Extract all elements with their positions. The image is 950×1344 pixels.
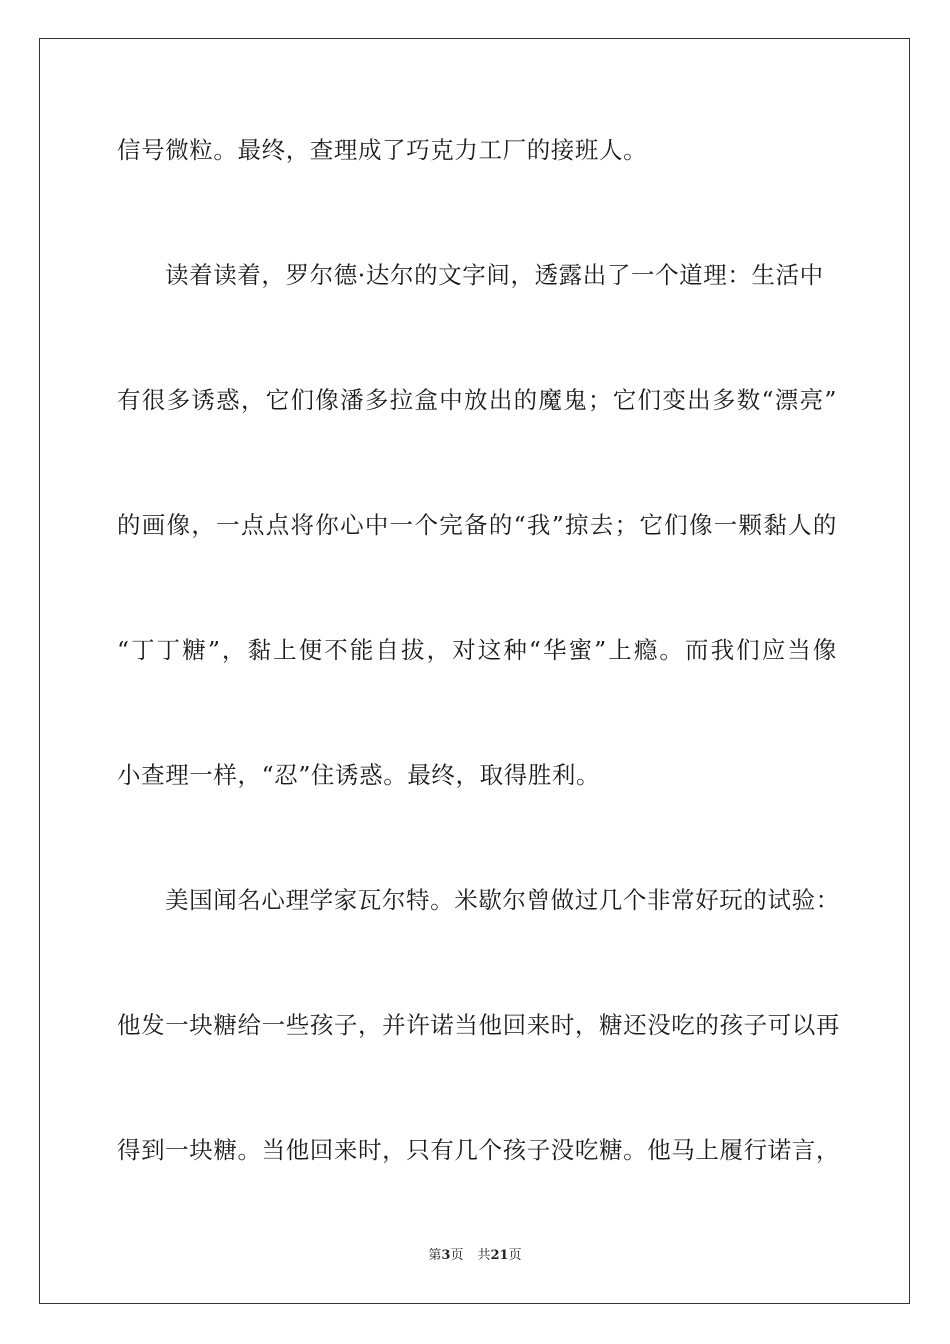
text-line-1: 信号微粒。最终，查理成了巧克力工厂的接班人。: [117, 136, 648, 164]
text-line-7: 美国闻名心理学家瓦尔特。米歇尔曾做过几个非常好玩的试验：: [165, 886, 840, 914]
footer-page-number: 3: [441, 1248, 451, 1263]
footer-page-suffix: 页: [450, 1248, 464, 1263]
text-line-6: 小查理一样，“忍”住诱惑。最终，取得胜利。: [117, 761, 601, 789]
text-line-4: 的画像，一点点将你心中一个完备的“我”掠去；它们像一颗黏人的: [117, 511, 837, 539]
text-line-3: 有很多诱惑，它们像潘多拉盒中放出的魔鬼；它们变出多数“漂亮”: [117, 386, 837, 414]
footer-total-suffix: 页: [508, 1248, 522, 1263]
page-footer: [0, 1247, 950, 1265]
page-border: [39, 38, 910, 1304]
footer-total-pages: 21: [490, 1248, 509, 1263]
text-line-2: 读着读着，罗尔德·达尔的文字间，透露出了一个道理：生活中: [165, 261, 824, 289]
text-line-9: 得到一块糖。当他回来时，只有几个孩子没吃糖。他马上履行诺言，: [117, 1136, 840, 1164]
footer-total-prefix: 共: [477, 1248, 491, 1263]
text-line-8: 他发一块糖给一些孩子，并许诺当他回来时，糖还没吃的孩子可以再: [117, 1011, 840, 1039]
footer-page-prefix: 第: [428, 1248, 442, 1263]
text-line-5: “丁丁糖”，黏上便不能自拔，对这种“华蜜”上瘾。而我们应当像: [117, 636, 837, 664]
